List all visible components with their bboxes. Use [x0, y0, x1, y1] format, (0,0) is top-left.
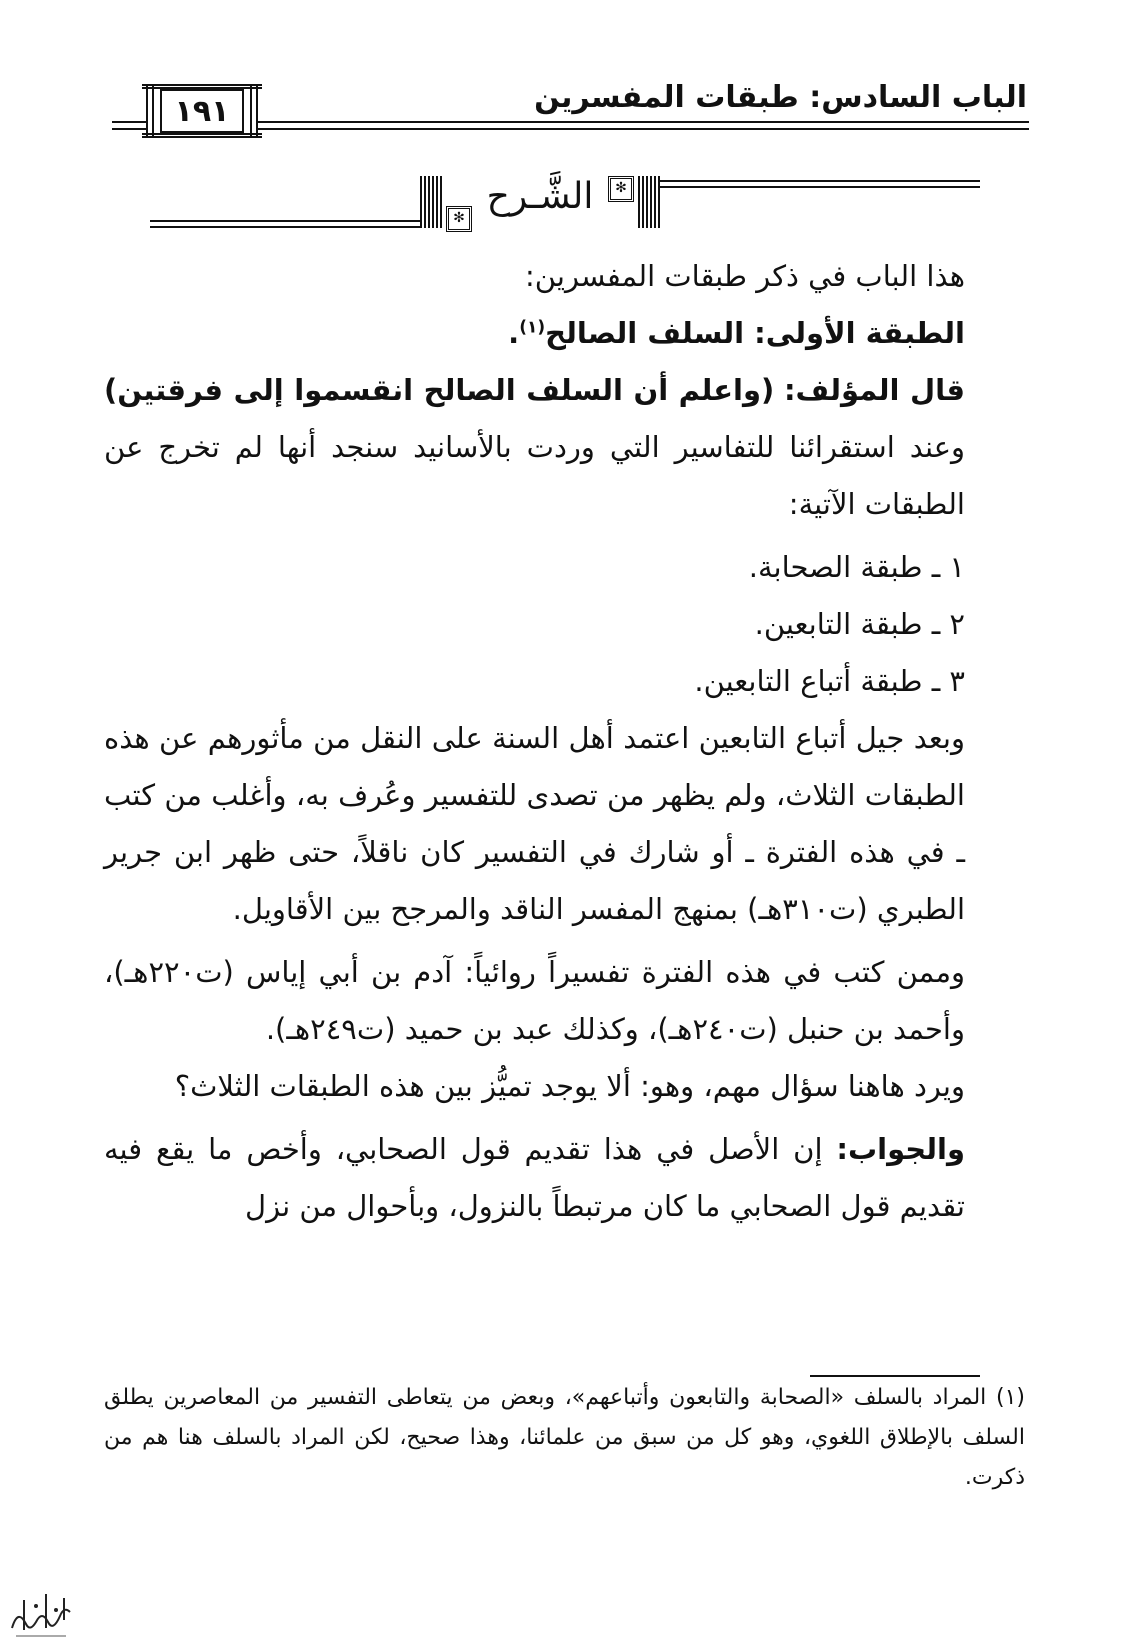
footnotes [104, 1378, 1025, 1498]
footnote: (١) المراد بالسلف «الصحابة والتابعون وأتباعهم»، وبعض من يتعاطى التفسير من المعاصرين يطلق السلف بالإطلاق اللغوي، وهو كل من سبق من علمائنا، وهذا صحيح، لكن المراد بالسلف هنا هم من ذكرت. [104, 1385, 1025, 1490]
answer-text: إن الأصل في هذا تقديم قول الصحابي، وأخص ما يقع فيه تقديم قول الصحابي ما كان مرتبطاً بالنزول، وبأحوال من نزل [104, 1132, 965, 1223]
paragraph: ويرد هاهنا سؤال مهم، وهو: ألا يوجد تميُّز بين هذه الطبقات الثلاث؟ [174, 1069, 965, 1103]
ornament-icon: ✻ [446, 206, 472, 232]
paragraph: وبعد جيل أتباع التابعين اعتمد أهل السنة على النقل من مأثورهم عن هذه الطبقات الثلاث، ولم يظهر من تصدى للتفسير وعُرف به، وأغلب من كتب ـ في هذه الفترة ـ أو شارك في التفسير كان ناقلاً، حتى ظهر ابن جرير الطبري (ت٣١٠هـ) بمنهج المفسر الناقد والمرجح بين الأقاويل. [104, 721, 965, 926]
running-header [0, 0, 1125, 140]
list-item: ٣ ـ طبقة أتباع التابعين. [694, 664, 965, 698]
author-quote-rest: وعند استقرائنا للتفاسير التي وردت بالأسانيد سنجد أنها لم تخرج عن الطبقات الآتية: [104, 430, 965, 521]
intro-line: هذا الباب في ذكر طبقات المفسرين: [525, 259, 965, 293]
answer-label: والجواب: [836, 1132, 966, 1166]
author-label: قال المؤلف: [783, 373, 965, 407]
answer-paragraph [104, 1121, 965, 1235]
ornament-icon: ✻ [608, 176, 634, 202]
list-item: ١ ـ طبقة الصحابة. [748, 550, 965, 584]
section-heading-block [150, 160, 980, 245]
author-quote-paragraph [104, 362, 965, 533]
first-layer-label: الطبقة الأولى: السلف الصالح [545, 316, 965, 350]
first-layer-end: . [508, 316, 520, 350]
body-text [104, 248, 965, 1235]
heading-rule [658, 180, 980, 182]
page-number: ١٩١ [160, 89, 244, 133]
section-title: الشَّـرح [486, 176, 594, 217]
page-number-frame [146, 84, 258, 138]
heading-rule [150, 226, 420, 228]
list-item: ٢ ـ طبقة التابعين. [754, 607, 965, 641]
watermark-logo [6, 1580, 78, 1642]
heading-bars-ornament [638, 176, 660, 228]
heading-rule [150, 220, 420, 222]
chapter-title: الباب السادس: طبقات المفسرين [534, 80, 1027, 115]
paragraph: وممن كتب في هذه الفترة تفسيراً روائياً: آدم بن أبي إياس (ت٢٢٠هـ)، وأحمد بن حنبل (ت٢٤٠هـ)، وكذلك عبد بن حميد (ت٢٤٩هـ). [104, 955, 965, 1046]
heading-bars-ornament [420, 176, 442, 228]
section-heading-frame [420, 170, 660, 234]
heading-rule [658, 186, 980, 188]
footnote-ref: (١) [519, 317, 546, 338]
page-number-pillar-left [146, 84, 154, 138]
footnote-separator [810, 1375, 980, 1377]
page-number-pillar-right [250, 84, 258, 138]
first-layer-line [104, 305, 965, 362]
page-number-cap-bottom [142, 133, 262, 138]
author-quote: (واعلم أن السلف الصالح انقسموا إلى فرقتين) [104, 373, 775, 407]
